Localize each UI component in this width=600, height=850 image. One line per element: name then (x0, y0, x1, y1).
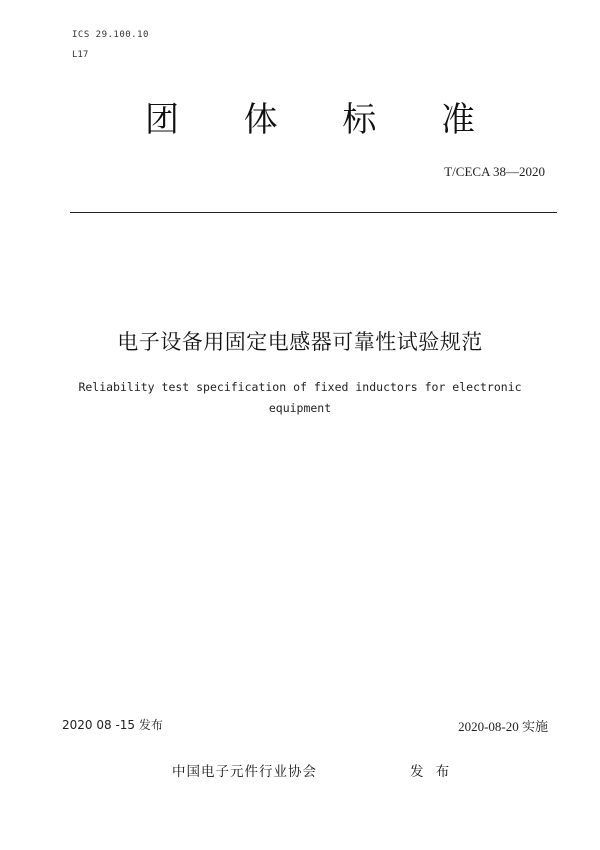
header-divider (70, 212, 557, 213)
ics-code: ICS 29.100.10 (72, 30, 149, 40)
ccs-code: L17 (72, 50, 89, 60)
publisher-name: 中国电子元件行业协会 (172, 764, 317, 780)
standard-number: T/CECA 38—2020 (444, 164, 545, 179)
heading-char: 体 (243, 100, 278, 140)
title-english (0, 377, 600, 419)
publish-label: 发 布 (410, 764, 454, 780)
issue-date: 2020 08 -15 发布 (62, 718, 163, 732)
implementation-date: 2020-08-20 实施 (458, 719, 548, 734)
heading-char: 团 (145, 100, 179, 140)
document-heading (145, 100, 475, 140)
title-chinese: 电子设备用固定电感器可靠性试验规范 (117, 330, 483, 354)
heading-char: 标 (342, 100, 377, 140)
heading-char: 准 (440, 100, 475, 140)
title-english-line: Reliability test specification of fixed inductors for electronic (78, 380, 522, 394)
title-english-line: equipment (268, 401, 332, 415)
